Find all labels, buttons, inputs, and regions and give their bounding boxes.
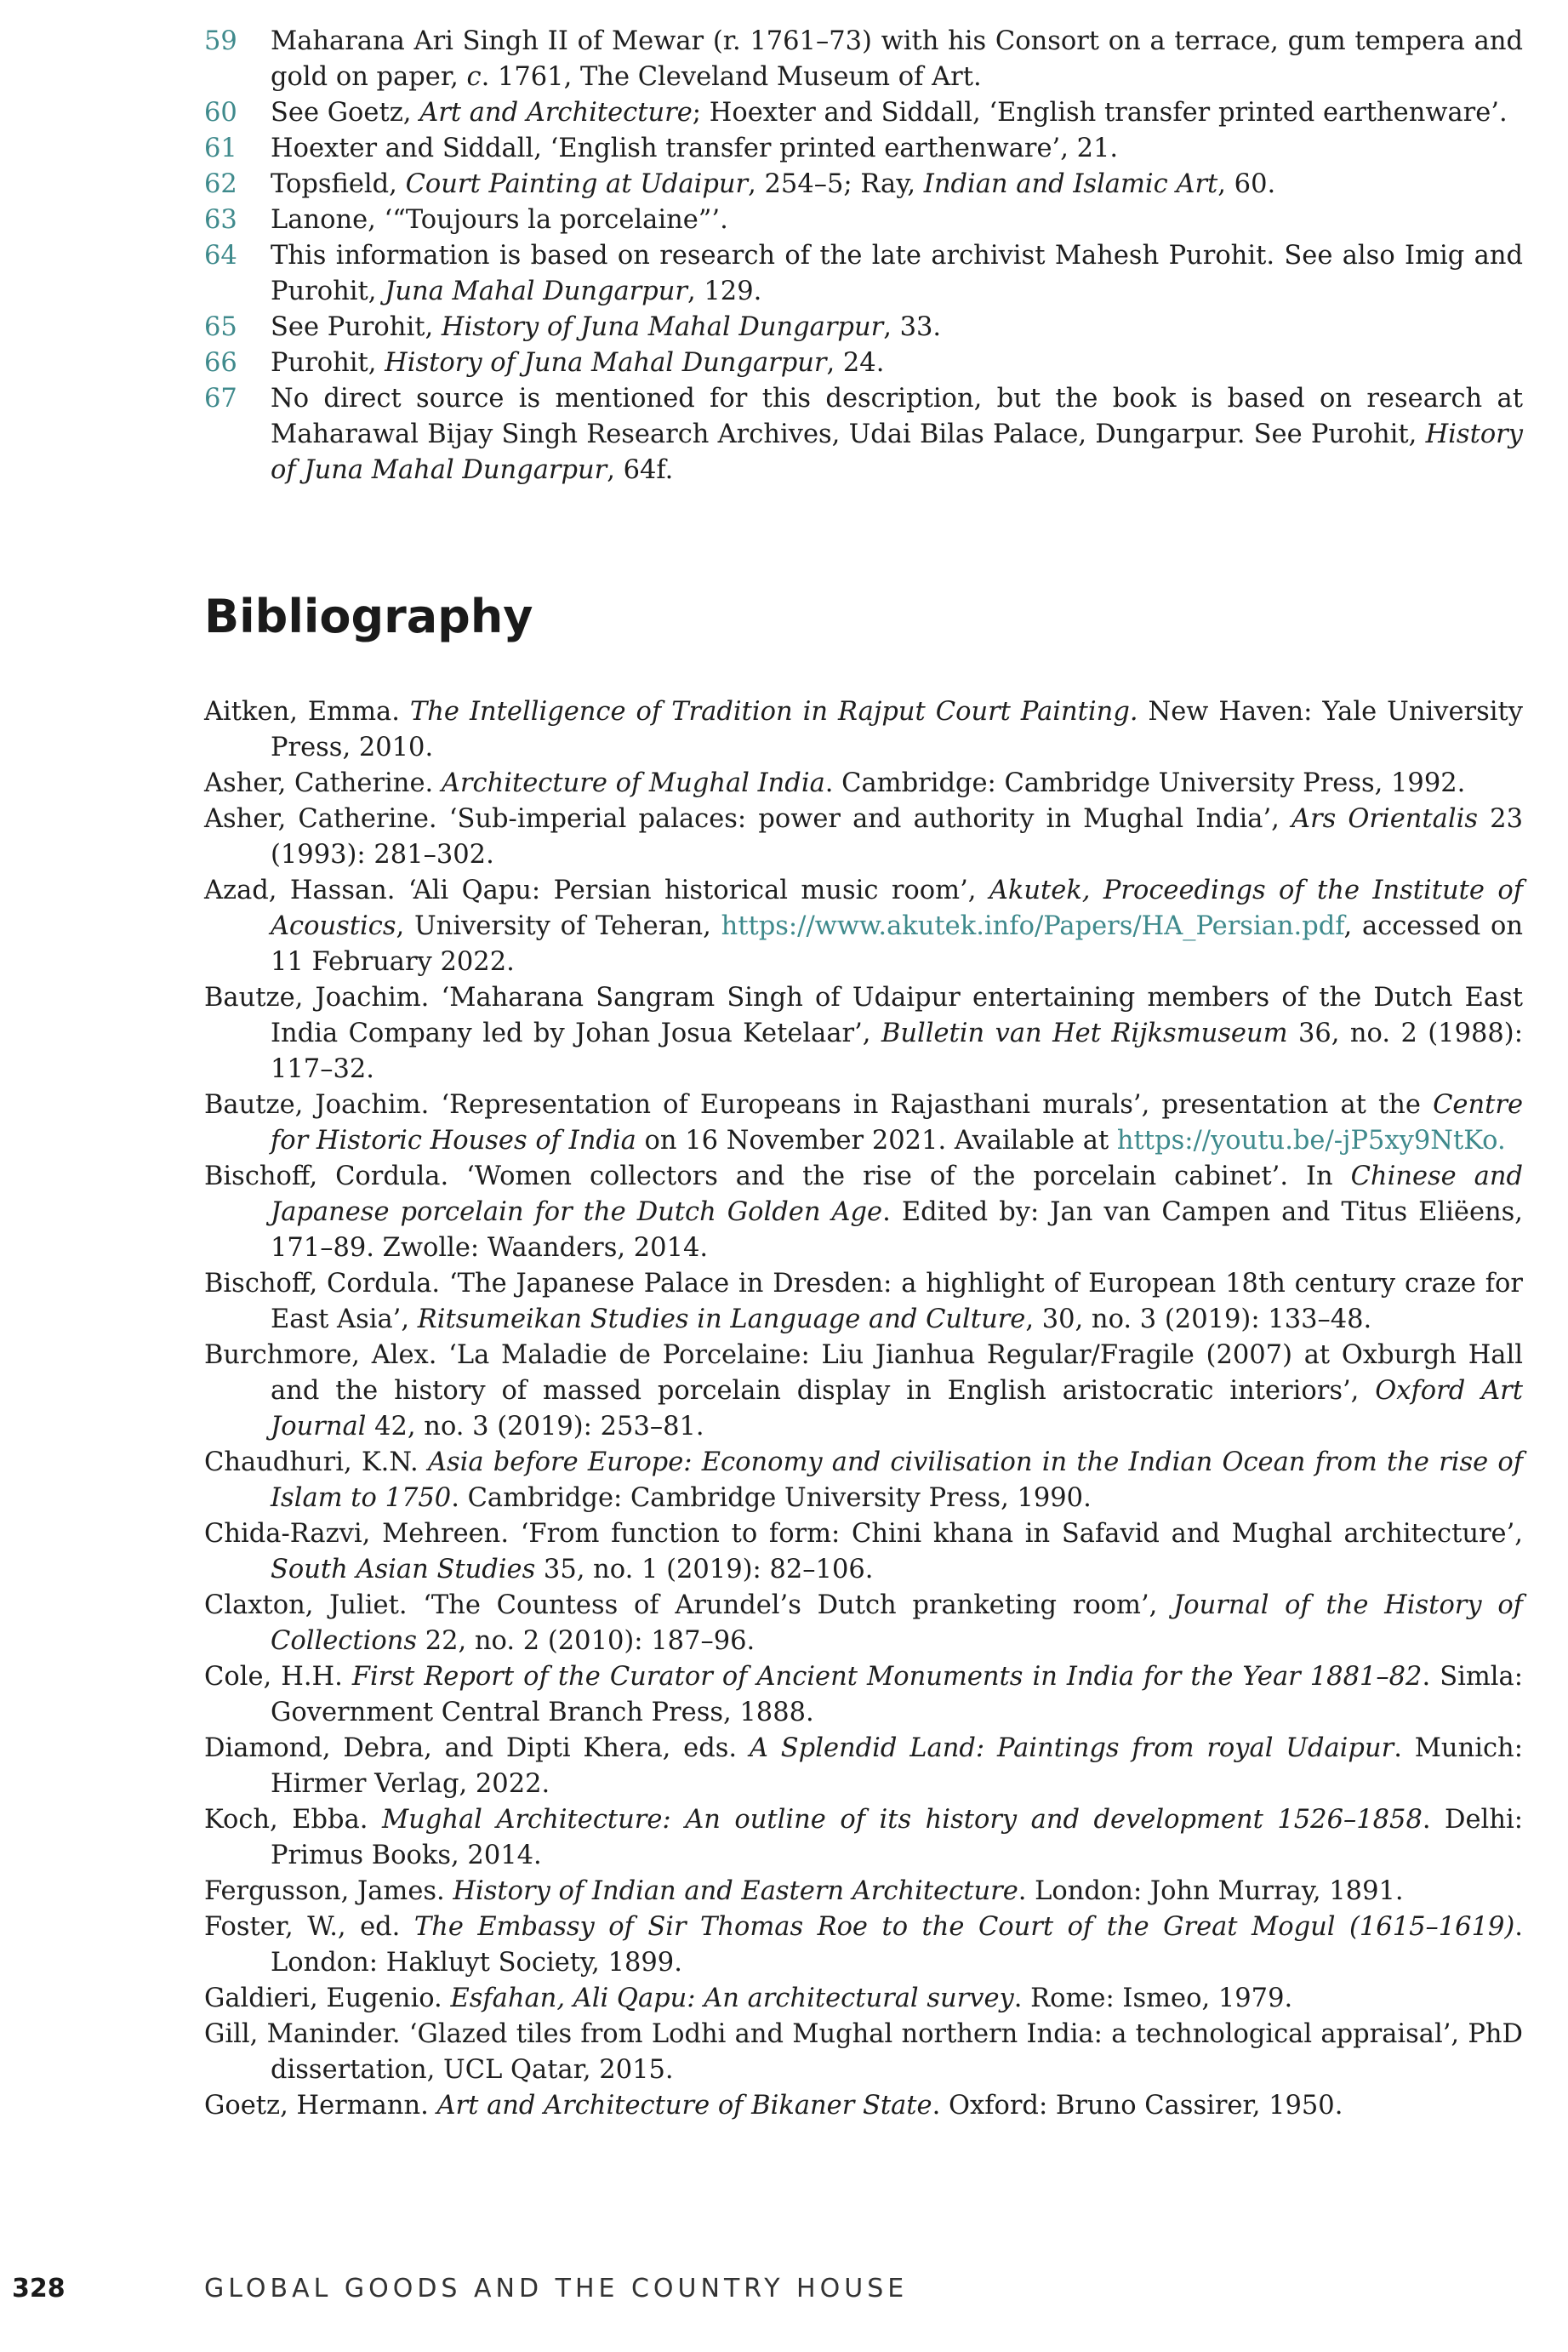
italic-title: Mughal Architecture: An outline of its history and development 1526–1858 bbox=[381, 1805, 1423, 1835]
text-run: Gill, Maninder. ‘Glazed tiles from Lodhi and Mughal northern India: a technological appraisal’, PhD dissertation, UCL Qatar, 2015. bbox=[204, 2019, 1523, 2085]
text-run: , 64f. bbox=[607, 455, 674, 485]
bibliography-entry bbox=[204, 873, 1523, 980]
italic-title: Journal of the History of Collections bbox=[271, 1590, 1523, 1656]
text-run: . Rome: Ismeo, 1979. bbox=[1013, 1984, 1293, 2013]
bibliography-entry bbox=[204, 1981, 1523, 2017]
italic-title: Art and Architecture of Bikaner State bbox=[436, 2091, 932, 2121]
text-run: Foster, W., ed. bbox=[204, 1912, 414, 1942]
italic-title: Bulletin van Het Rijksmuseum bbox=[881, 1019, 1288, 1048]
italic-title: History of Juna Mahal Dungarpur bbox=[385, 348, 827, 378]
italic-title: The Embassy of Sir Thomas Roe to the Court of the Great Mogul (1615–1619) bbox=[413, 1912, 1515, 1942]
text-run: , accessed on 11 February 2022. bbox=[271, 911, 1523, 977]
endnote bbox=[204, 131, 1523, 167]
endnote-number: 59 bbox=[204, 26, 237, 56]
bibliography-entry bbox=[204, 2088, 1523, 2124]
bibliography-entry bbox=[204, 1338, 1523, 1445]
italic-title: A Splendid Land: Paintings from royal Udaipur bbox=[749, 1733, 1394, 1763]
text-run: Fergusson, James. bbox=[204, 1876, 453, 1906]
bibliography-entry bbox=[204, 1659, 1523, 1731]
text-run: . Edited by: Jan van Campen and Titus Eliëens, 171–89. Zwolle: Waanders, 2014. bbox=[271, 1197, 1524, 1263]
text-run: Asher, Catherine. bbox=[204, 768, 442, 798]
text-run: Topsfield, bbox=[271, 169, 406, 199]
text-run: New Haven: Yale University Press, 2010. bbox=[271, 697, 1523, 762]
bibliography-entry bbox=[204, 1159, 1523, 1266]
italic-title: Asia before Europe: Economy and civilisation in the Indian Ocean from the rise of Islam to 1750 bbox=[271, 1447, 1524, 1513]
reference-link[interactable]: https://www.akutek.info/Papers/HA_Persian.pdf bbox=[721, 911, 1344, 941]
endnote-number: 60 bbox=[204, 98, 237, 128]
italic-title: South Asian Studies bbox=[271, 1555, 536, 1584]
endnote-number: 62 bbox=[204, 169, 237, 199]
text-run: Bischoff, Cordula. ‘Women collectors and the rise of the porcelain cabinet’. In bbox=[204, 1162, 1351, 1191]
text-run: Azad, Hassan. ‘Ali Qapu: Persian historical music room’, bbox=[204, 876, 989, 905]
endnotes-list bbox=[204, 24, 1523, 488]
text-run: Lanone, ‘“Toujours la porcelaine”’. bbox=[271, 205, 728, 235]
text-run: 42, no. 3 (2019): 253–81. bbox=[366, 1412, 704, 1441]
endnote-number: 64 bbox=[204, 241, 237, 271]
text-run: on 16 November 2021. Available at bbox=[636, 1126, 1117, 1156]
bibliography-list bbox=[204, 694, 1523, 2124]
bibliography-entry bbox=[204, 1874, 1523, 1910]
text-run: Bautze, Joachim. ‘Maharana Sangram Singh of Udaipur entertaining members of the Dutch East India Company led by Johan Josua Ketelaar’, bbox=[204, 983, 1523, 1048]
endnote bbox=[204, 24, 1523, 95]
text-run: Koch, Ebba. bbox=[204, 1805, 382, 1835]
endnote-number: 63 bbox=[204, 205, 237, 235]
endnote-number: 61 bbox=[204, 134, 237, 163]
italic-title: First Report of the Curator of Ancient Monuments in India for the Year 1881–82 bbox=[351, 1662, 1423, 1692]
text-run: , 254–5; Ray, bbox=[748, 169, 924, 199]
italic-title: Ars Orientalis bbox=[1291, 804, 1479, 834]
italic-title: Architecture of Mughal India bbox=[441, 768, 825, 798]
endnote-text bbox=[271, 381, 1523, 488]
text-run: Diamond, Debra, and Dipti Khera, eds. bbox=[204, 1733, 750, 1763]
endnote bbox=[204, 95, 1523, 131]
italic-title: Centre for Historic Houses of India bbox=[271, 1090, 1523, 1156]
bibliography-entry bbox=[204, 1588, 1523, 1659]
page-footer bbox=[12, 2274, 1543, 2311]
bibliography-entry bbox=[204, 1910, 1523, 1981]
endnote-text bbox=[271, 131, 1523, 167]
text-run: This information is based on research of the late archivist Mahesh Purohit. See also Imig and Purohit, bbox=[271, 241, 1523, 306]
text-run: Goetz, Hermann. bbox=[204, 2091, 437, 2121]
text-run: , 30, no. 3 (2019): 133–48. bbox=[1025, 1304, 1372, 1334]
endnote bbox=[204, 238, 1523, 310]
text-run: , 24. bbox=[826, 348, 885, 378]
text-run: , 129. bbox=[687, 277, 762, 306]
bibliography-entry bbox=[204, 2017, 1523, 2088]
endnote-text bbox=[271, 167, 1523, 203]
endnote-text bbox=[271, 310, 1523, 345]
text-run: ; Hoexter and Siddall, ‘English transfer printed earthenware’. bbox=[692, 98, 1508, 128]
text-run: , 60. bbox=[1217, 169, 1276, 199]
running-head: GLOBAL GOODS AND THE COUNTRY HOUSE bbox=[204, 2274, 909, 2303]
endnote-number: 67 bbox=[204, 384, 237, 414]
endnote bbox=[204, 203, 1523, 238]
text-run: . Delhi: Primus Books, 2014. bbox=[271, 1805, 1523, 1870]
text-run: Claxton, Juliet. ‘The Countess of Arundel’s Dutch pranketing room’, bbox=[204, 1590, 1174, 1620]
text-run: 36, no. 2 (1988): 117–32. bbox=[271, 1019, 1523, 1084]
text-run: 23 (1993): 281–302. bbox=[271, 804, 1523, 870]
text-run: Maharana Ari Singh II of Mewar (r. 1761–73) with his Consort on a terrace, gum tempera and gold on paper, bbox=[271, 26, 1523, 92]
italic-title: Esfahan, Ali Qapu: An architectural survey bbox=[450, 1984, 1014, 2013]
bibliography-entry bbox=[204, 694, 1523, 766]
italic-title: Oxford Art Journal bbox=[271, 1376, 1523, 1441]
italic-title: Ritsumeikan Studies in Language and Culture bbox=[417, 1304, 1026, 1334]
text-run: See Purohit, bbox=[271, 312, 442, 342]
endnote-text bbox=[271, 95, 1523, 131]
endnote-text bbox=[271, 345, 1523, 381]
italic-title: Chinese and Japanese porcelain for the Dutch Golden Age bbox=[271, 1162, 1523, 1227]
text-run: . Cambridge: Cambridge University Press, 1990. bbox=[451, 1483, 1092, 1513]
bibliography-entry bbox=[204, 1445, 1523, 1516]
text-run: 22, no. 2 (2010): 187–96. bbox=[417, 1626, 755, 1656]
endnote bbox=[204, 345, 1523, 381]
italic-title: c bbox=[466, 62, 482, 92]
endnote bbox=[204, 167, 1523, 203]
text-run: Galdieri, Eugenio. bbox=[204, 1984, 451, 2013]
text-run: Cole, H.H. bbox=[204, 1662, 352, 1692]
text-run: Purohit, bbox=[271, 348, 385, 378]
text-run: Bautze, Joachim. ‘Representation of Europeans in Rajasthani murals’, presentation at the bbox=[204, 1090, 1434, 1120]
endnote-text bbox=[271, 238, 1523, 310]
bibliography-heading: Bibliography bbox=[204, 590, 533, 643]
endnote-text bbox=[271, 203, 1523, 238]
endnote-text bbox=[271, 24, 1523, 95]
bibliography-entry bbox=[204, 1731, 1523, 1802]
bibliography-entry bbox=[204, 1266, 1523, 1338]
text-run: . London: Hakluyt Society, 1899. bbox=[271, 1912, 1523, 1978]
text-run: . Munich: Hirmer Verlag, 2022. bbox=[271, 1733, 1523, 1799]
bibliography-entry bbox=[204, 766, 1523, 802]
text-run: Asher, Catherine. ‘Sub-imperial palaces: power and authority in Mughal India’, bbox=[204, 804, 1291, 834]
text-run: . 1761, The Cleveland Museum of Art. bbox=[481, 62, 982, 92]
italic-title: Akutek, Proceedings of the Institute of Acoustics bbox=[271, 876, 1523, 941]
text-run: Chaudhuri, K.N. bbox=[204, 1447, 428, 1477]
text-run: Hoexter and Siddall, ‘English transfer printed earthenware’, 21. bbox=[271, 134, 1119, 163]
text-run: Chida-Razvi, Mehreen. ‘From function to form: Chini khana in Safavid and Mughal architecture’, bbox=[204, 1519, 1523, 1549]
page-number: 328 bbox=[12, 2274, 66, 2303]
italic-title: History of Indian and Eastern Architecture bbox=[453, 1876, 1018, 1906]
bibliography-entry bbox=[204, 980, 1523, 1088]
italic-title: Juna Mahal Dungarpur bbox=[385, 277, 688, 306]
text-run: . London: John Murray, 1891. bbox=[1018, 1876, 1404, 1906]
text-run: 35, no. 1 (2019): 82–106. bbox=[535, 1555, 874, 1584]
bibliography-entry bbox=[204, 1088, 1523, 1159]
italic-title: Indian and Islamic Art bbox=[923, 169, 1218, 199]
italic-title: History of Juna Mahal Dungarpur bbox=[441, 312, 884, 342]
text-run: Burchmore, Alex. ‘La Maladie de Porcelaine: Liu Jianhua Regular/Fragile (2007) at Oxburgh Hall and the history of massed porcelain display in English aristocratic interiors’, bbox=[204, 1340, 1523, 1406]
endnote-number: 65 bbox=[204, 312, 237, 342]
italic-title: The Intelligence of Tradition in Rajput Court Painting. bbox=[409, 697, 1138, 727]
bibliography-entry bbox=[204, 1802, 1523, 1874]
text-run: No direct source is mentioned for this description, but the book is based on research at Maharawal Bijay Singh Research Archives, Udai Bilas Palace, Dungarpur. See Purohit, bbox=[271, 384, 1523, 449]
text-run: Bischoff, Cordula. ‘The Japanese Palace in Dresden: a highlight of European 18th century craze for East Asia’, bbox=[204, 1269, 1523, 1334]
text-run: See Goetz, bbox=[271, 98, 420, 128]
text-run: , 33. bbox=[883, 312, 942, 342]
bibliography-entry bbox=[204, 1516, 1523, 1588]
text-run: . Simla: Government Central Branch Press, 1888. bbox=[271, 1662, 1523, 1727]
italic-title: History of Juna Mahal Dungarpur bbox=[271, 420, 1523, 485]
italic-title: Art and Architecture bbox=[419, 98, 693, 128]
text-run: , University of Teheran, bbox=[396, 911, 721, 941]
reference-link[interactable]: https://youtu.be/-jP5xy9NtKo. bbox=[1116, 1126, 1506, 1156]
bibliography-entry bbox=[204, 802, 1523, 873]
endnote-number: 66 bbox=[204, 348, 237, 378]
endnote bbox=[204, 310, 1523, 345]
endnote bbox=[204, 381, 1523, 488]
text-run: . Cambridge: Cambridge University Press, 1992. bbox=[824, 768, 1466, 798]
text-run: . Oxford: Bruno Cassirer, 1950. bbox=[932, 2091, 1343, 2121]
italic-title: Court Painting at Udaipur bbox=[405, 169, 749, 199]
text-run: Aitken, Emma. bbox=[204, 697, 410, 727]
